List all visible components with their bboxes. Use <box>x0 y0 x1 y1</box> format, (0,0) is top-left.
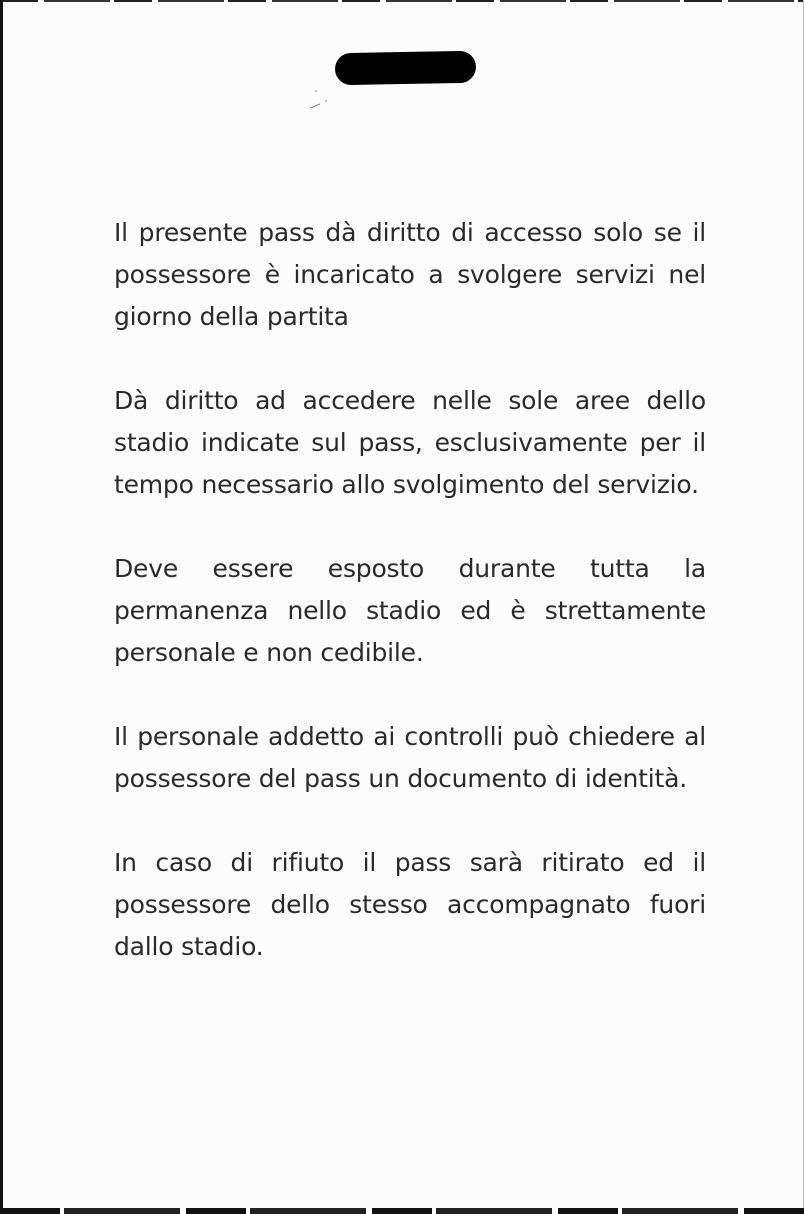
terms-text <box>114 212 706 968</box>
lanyard-slot <box>335 51 477 85</box>
card-edge-top <box>0 0 804 2</box>
paragraph-access-condition: Il presente pass dà diritto di accesso solo se il possessore è incaricato a svolgere servizi nel giorno della partita <box>114 218 706 331</box>
paragraph-display-requirement: Deve essere esposto durante tutta la permanenza nello stadio ed è strettamente personale e non cedibile. <box>114 554 706 667</box>
paragraph-area-restriction: Dà diritto ad accedere nelle sole aree dello stadio indicate sul pass, esclusivamente per il tempo necessario allo svolgimento del servizio. <box>114 386 706 499</box>
card-edge-left <box>0 0 3 1214</box>
card-edge-bottom <box>0 1208 804 1214</box>
paragraph-refusal-consequence: In caso di rifiuto il pass sarà ritirato ed il possessore dello stesso accompagnato fuori dallo stadio. <box>114 848 706 961</box>
scan-specks <box>308 88 338 110</box>
paragraph-identity-check: Il personale addetto ai controlli può chiedere al possessore del pass un documento di identità. <box>114 722 706 793</box>
